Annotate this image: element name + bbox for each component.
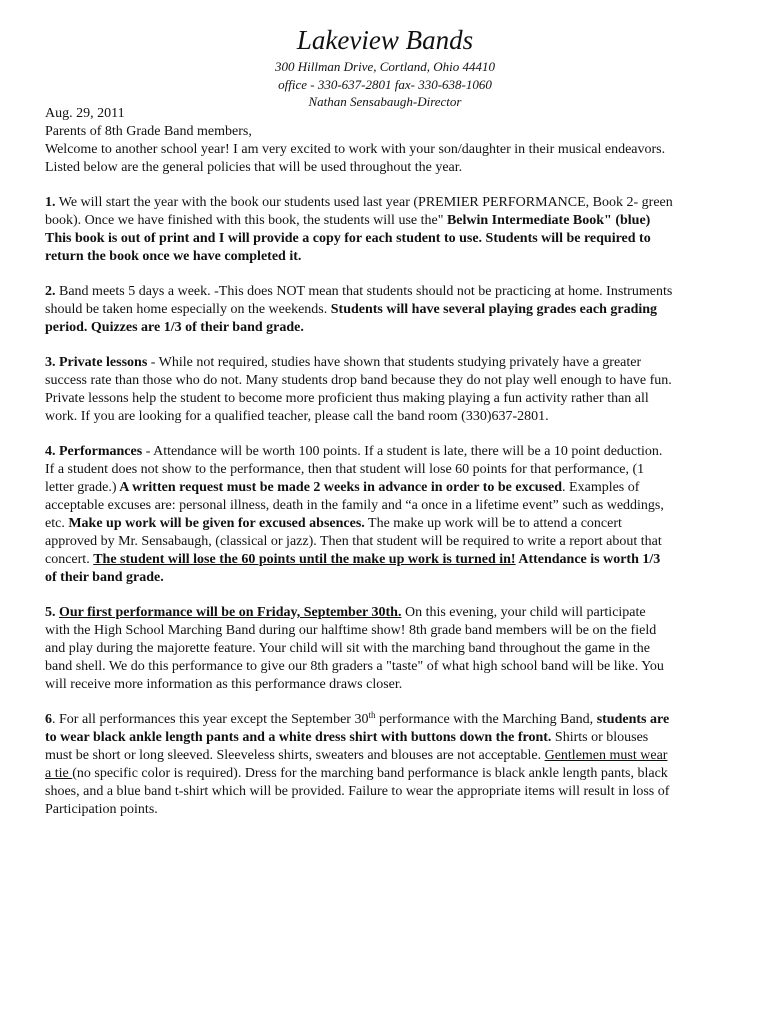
policy-text: must be short or long sleeved. Sleeveless shirts, sweaters and blouses are not acceptable. xyxy=(45,748,545,763)
policy-6-line xyxy=(45,747,735,765)
policy-text: letter grade.) xyxy=(45,480,117,495)
policy-1-bold-line: This book is out of print and I will provide a copy for each student to use. Students will be required to xyxy=(45,231,651,246)
policy-4-line: acceptable excuses are: personal illness, death in the family and “a once in a lifetime event” such as weddings, xyxy=(45,498,664,513)
policy-number: 2. xyxy=(45,284,56,299)
policy-heading: 4. Performances xyxy=(45,444,143,459)
intro-line: Welcome to another school year! I am very excited to work with your son/daughter in their musical endeavors. xyxy=(45,142,666,157)
policy-1-line xyxy=(45,212,735,230)
performance-date: Our first performance will be on Friday, September 30th. xyxy=(59,605,402,620)
policy-text: should be taken home especially on the weekends. xyxy=(45,302,328,317)
policy-heading: 3. Private lessons xyxy=(45,355,148,370)
policy-emphasis: Attendance is worth 1/3 xyxy=(515,552,661,567)
policy-2-bold-line: period. Quizzes are 1/3 of their band grade. xyxy=(45,320,304,335)
policy-5 xyxy=(45,604,735,694)
org-phone-fax: office - 330-637-2801 fax- 330-638-1060 xyxy=(278,76,492,92)
letter-opening xyxy=(45,105,735,177)
policy-6-line xyxy=(45,711,735,729)
policy-4-line xyxy=(45,551,735,569)
intro-line: Listed below are the general policies that will be used throughout the year. xyxy=(45,160,463,175)
policy-underline: Gentlemen must wear xyxy=(544,748,668,763)
letter-date: Aug. 29, 2011 xyxy=(45,106,125,121)
policy-text: (no specific color is required). Dress for the marching band performance is black ankle length pants, black xyxy=(72,766,668,781)
policy-6-line xyxy=(45,729,735,747)
policy-6-line: Participation points. xyxy=(45,802,158,817)
policy-text: book). Once we have finished with this book, the students will use the" xyxy=(45,213,444,228)
policy-3-line: success rate than those who do not. Many students drop band because they do not play well enough to have fun. xyxy=(45,373,672,388)
policy-2-line xyxy=(45,301,735,319)
policy-6-line: shoes, and a blue band t-shirt which will be provided. Failure to wear the appropriate items will result in loss of xyxy=(45,784,670,799)
policy-emphasis: to wear black ankle length pants and a white dress shirt with buttons down the front. xyxy=(45,730,552,745)
policy-1-line xyxy=(45,194,735,212)
policy-emphasis: Make up work will be given for excused absences. xyxy=(64,516,365,531)
policy-emphasis: students are xyxy=(596,712,670,727)
policy-5-line: and play during the majorette feature. Your child will sit with the marching band throughout the game in the xyxy=(45,641,650,656)
policy-text: Shirts or blouses xyxy=(551,730,649,745)
policy-5-line: with the High School Marching Band during our halftime show! 8th grade band members will be on the field xyxy=(45,623,657,638)
policy-underline: a tie xyxy=(45,766,73,781)
policy-number: 5. xyxy=(45,605,56,620)
policy-4-line: If a student does not show to the performance, then that student will lose 60 points for that performance, (1 xyxy=(45,462,645,477)
policy-text: On this evening, your child will participate xyxy=(401,605,646,620)
policy-text: - While not required, studies have shown that students studying privately have a greater xyxy=(147,355,642,370)
policy-3-line: work. If you are looking for a qualified teacher, please call the band room (330)637-2801. xyxy=(45,409,549,424)
org-name: Lakeview Bands xyxy=(296,25,474,55)
policy-emphasis: A written request must be made 2 weeks in advance in order to be excused xyxy=(116,480,563,495)
policy-4 xyxy=(45,443,735,587)
org-director: Nathan Sensabaugh-Director xyxy=(308,94,462,109)
policy-1 xyxy=(45,194,735,266)
org-address: 300 Hillman Drive, Cortland, Ohio 44410 xyxy=(275,59,495,74)
policy-number: 6 xyxy=(45,712,52,727)
policy-5-line: band shell. We do this performance to give our 8th graders a "taste" of what high school band will be like. You xyxy=(45,659,664,674)
policy-4-line xyxy=(45,443,735,461)
policy-4-line xyxy=(45,479,735,497)
policy-warning: The student will lose the 60 points until the make up work is turned in! xyxy=(93,552,516,567)
policy-2-line xyxy=(45,283,735,301)
policy-emphasis: Students will have several playing grades each grading xyxy=(327,302,658,317)
policy-6 xyxy=(45,711,735,819)
policy-text: concert. xyxy=(45,552,94,567)
policy-text: Band meets 5 days a week. -This does NOT mean that students should not be practicing at home. Instruments xyxy=(55,284,673,299)
book-title: Belwin Intermediate Book" (blue) xyxy=(443,213,651,228)
policy-text: . For all performances this year except the September 30 xyxy=(52,712,369,727)
policy-text: We will start the year with the book our students used last year (PREMIER PERFORMANCE, Book 2- green xyxy=(55,195,673,210)
policy-4-bold-line: of their band grade. xyxy=(45,570,164,585)
policy-5-line: will receive more information as this performance draws closer. xyxy=(45,677,403,692)
ordinal-suffix: th xyxy=(368,710,376,720)
policy-text: The make up work will be to attend a concert xyxy=(364,516,622,531)
policy-number: 1. xyxy=(45,195,56,210)
policy-text: performance with the Marching Band, xyxy=(375,712,597,727)
salutation: Parents of 8th Grade Band members, xyxy=(45,124,252,139)
policy-1-bold-line: return the book once we have completed it. xyxy=(45,249,302,264)
policy-4-line: approved by Mr. Sensabaugh, (classical or jazz). Then that student will be required to write a report about that xyxy=(45,534,662,549)
letter-body xyxy=(45,105,735,836)
policy-6-line xyxy=(45,765,735,783)
letterhead xyxy=(0,22,770,111)
policy-3 xyxy=(45,354,735,426)
policy-text: - Attendance will be worth 100 points. If a student is late, there will be a 10 point deduction. xyxy=(142,444,663,459)
policy-5-line xyxy=(45,604,735,622)
policy-text: . Examples of xyxy=(562,480,640,495)
policy-3-line: Private lessons help the student to become more proficient thus making playing a fun activity rather than all xyxy=(45,391,649,406)
policy-4-line xyxy=(45,515,735,533)
policy-3-line xyxy=(45,354,735,372)
policy-text: etc. xyxy=(45,516,65,531)
policy-2 xyxy=(45,283,735,337)
